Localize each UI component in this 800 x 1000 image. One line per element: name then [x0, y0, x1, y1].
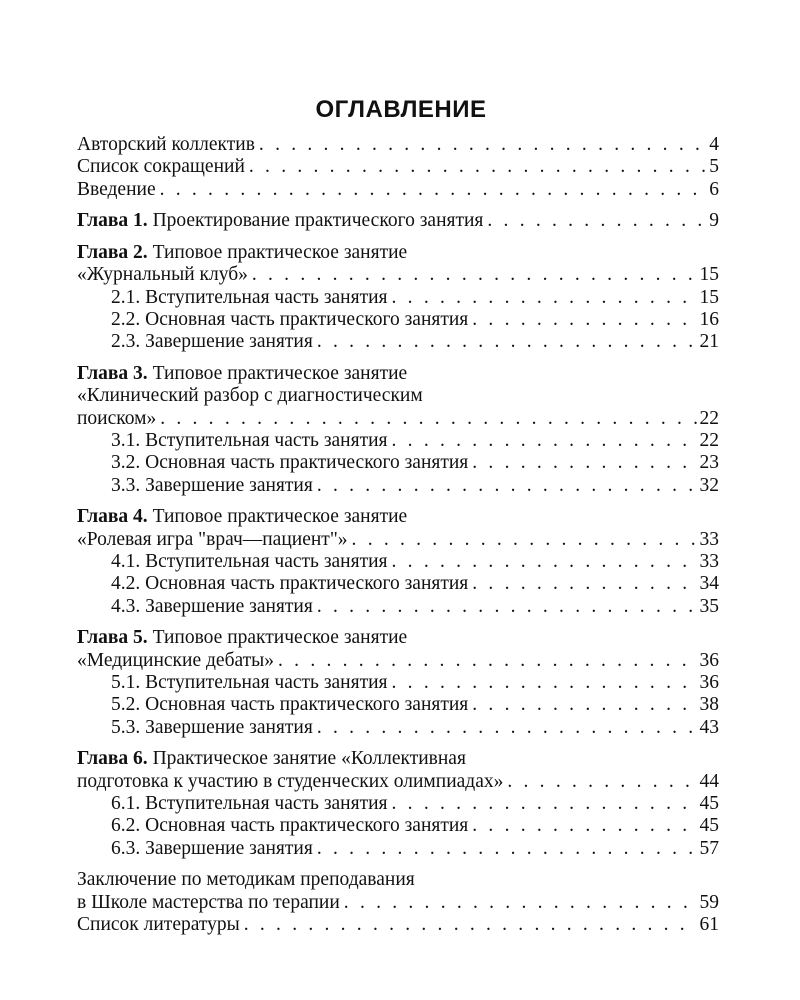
conclusion-title-cont: в Школе мастерства по терапии: [77, 891, 340, 913]
toc-page-number: 4: [709, 134, 719, 155]
toc-leader-dots: [388, 287, 697, 309]
section-title: 3.3. Завершение занятия: [111, 474, 313, 496]
toc-leader-dots: [468, 309, 696, 331]
toc-page-number: 21: [699, 331, 719, 353]
toc-leader-dots: [313, 838, 697, 860]
toc-entry-section[interactable]: [77, 475, 719, 497]
toc-entry-section[interactable]: [77, 287, 719, 309]
toc-leader-dots: [388, 551, 697, 573]
toc-entry-section[interactable]: [77, 838, 719, 860]
section-title: 5.3. Завершение занятия: [111, 716, 313, 738]
toc-page-number: 33: [699, 528, 719, 550]
toc-entry-section[interactable]: [77, 694, 719, 716]
toc-leader-dots: [313, 717, 697, 739]
chapter-title: Практическое занятие «Коллективная: [152, 748, 466, 770]
toc-page-number: 22: [699, 407, 719, 429]
section-title: 2.2. Основная часть практического занятия: [111, 309, 469, 331]
toc-leader-dots: [340, 892, 697, 914]
chapter-title-cont: «Журнальный клуб»: [77, 264, 248, 286]
conclusion-title: Заключение по методикам преподавания: [77, 869, 415, 891]
toc-entry-section[interactable]: [77, 430, 719, 452]
chapter-label: Глава 4.: [77, 506, 148, 528]
toc-front-matter: [77, 134, 719, 201]
toc-page-number: 16: [699, 309, 719, 331]
section-title: 4.3. Завершение занятия: [111, 595, 313, 617]
toc-page-number: 33: [699, 551, 719, 573]
toc-entry-section[interactable]: [77, 672, 719, 694]
toc-page-number: 6: [709, 178, 719, 200]
toc-page-number: 44: [699, 770, 719, 792]
section-title: 3.2. Основная часть практического занятия: [111, 452, 469, 474]
chapter-title: Проектирование практического занятия: [152, 210, 484, 232]
chapter-title: Типовое практическое занятие: [152, 627, 408, 649]
toc-chapter-heading[interactable]: [77, 748, 719, 770]
toc-leader-dots: [348, 529, 697, 551]
toc-entry-abbreviations[interactable]: [77, 156, 719, 178]
chapter-label: Глава 6.: [77, 748, 148, 770]
chapter-title-cont: «Ролевая игра "врач—пациент"»: [77, 528, 348, 550]
toc-entry-conclusion-heading[interactable]: [77, 869, 719, 891]
toc-chapter-4: [77, 506, 719, 617]
references-title: Список литературы: [77, 914, 240, 935]
toc-page-number: 15: [699, 264, 719, 286]
toc-page-number: 45: [699, 793, 719, 815]
toc-leader-dots: [313, 331, 697, 353]
toc-back-matter: [77, 869, 719, 936]
toc-page-number: 43: [699, 716, 719, 738]
toc-leader-dots: [468, 452, 696, 474]
toc-page-number: 38: [699, 694, 719, 716]
toc-entry-conclusion[interactable]: [77, 892, 719, 914]
toc-leader-dots: [313, 596, 697, 618]
toc-page-number: 22: [699, 430, 719, 452]
toc-leader-dots: [388, 672, 697, 694]
toc-leader-dots: [313, 475, 697, 497]
chapter-title-cont: подготовка к участию в студенческих олимпиадах»: [77, 770, 504, 792]
toc-entry-authors[interactable]: [77, 134, 719, 156]
chapter-label: Глава 2.: [77, 242, 148, 264]
toc-chapter-heading-cont[interactable]: [77, 385, 719, 407]
toc-entry-section[interactable]: [77, 309, 719, 331]
page-title: ОГЛАВЛЕНИЕ: [315, 96, 487, 123]
toc-page-number: 57: [699, 837, 719, 859]
toc-chapter-heading[interactable]: [77, 627, 719, 649]
toc-entry-section[interactable]: [77, 596, 719, 618]
toc-page-number: 32: [699, 474, 719, 496]
toc-page-number: 35: [699, 595, 719, 617]
toc-page-number: 15: [699, 286, 719, 308]
toc-page-number: 36: [699, 649, 719, 671]
toc-entry-chapter-4[interactable]: [77, 529, 719, 551]
toc-page-number: 34: [699, 573, 719, 595]
toc-entry-text: Список сокращений: [77, 156, 245, 178]
toc-leader-dots: [245, 156, 706, 178]
toc-leader-dots: [388, 430, 697, 452]
section-title: 6.2. Основная часть практического занятия: [111, 815, 469, 837]
toc-entry-text: Введение: [77, 178, 156, 200]
toc-page-number: 23: [699, 452, 719, 474]
toc-entry-references[interactable]: [77, 914, 719, 936]
toc-leader-dots: [468, 573, 696, 595]
section-title: 4.2. Основная часть практического занятия: [111, 573, 469, 595]
toc-page-number: 36: [699, 672, 719, 694]
chapter-title-cont: «Медицинские дебаты»: [77, 649, 275, 671]
toc-chapter-5: [77, 627, 719, 738]
toc-page-number: 9: [709, 210, 719, 232]
toc-chapter-6: [77, 748, 719, 859]
chapter-title-cont: поиском»: [77, 407, 157, 429]
toc-chapter-heading[interactable]: [77, 506, 719, 528]
toc-entry-introduction[interactable]: [77, 179, 719, 201]
toc-page-number: 5: [709, 156, 719, 178]
chapter-title: Типовое практическое занятие: [152, 363, 408, 385]
toc-chapter-heading[interactable]: [77, 242, 719, 264]
toc-entry-chapter-2[interactable]: [77, 264, 719, 286]
toc-entry-section[interactable]: [77, 815, 719, 837]
toc-leader-dots: [503, 771, 696, 793]
toc-leader-dots: [240, 914, 697, 936]
toc-entry-section[interactable]: [77, 717, 719, 739]
chapter-label: Глава 3.: [77, 363, 148, 385]
section-title: 5.2. Основная часть практического занятия: [111, 694, 469, 716]
toc-page-number: 45: [699, 815, 719, 837]
toc-leader-dots: [255, 134, 706, 156]
section-title: 6.3. Завершение занятия: [111, 837, 313, 859]
toc-entry-chapter-5[interactable]: [77, 650, 719, 672]
section-title: 2.3. Завершение занятия: [111, 331, 313, 353]
chapter-title: Типовое практическое занятие: [152, 242, 408, 264]
toc-chapter-3: [77, 363, 719, 497]
section-title: 2.1. Вступительная часть занятия: [111, 286, 388, 308]
chapter-label: Глава 1.: [77, 210, 148, 232]
toc-entry-section[interactable]: [77, 452, 719, 474]
chapter-title: Типовое практическое занятие: [152, 506, 408, 528]
toc-entry-text: Авторский коллектив: [77, 134, 255, 155]
toc-leader-dots: [483, 210, 706, 232]
toc-entry-section[interactable]: [77, 331, 719, 353]
chapter-label: Глава 5.: [77, 627, 148, 649]
toc-chapter-heading[interactable]: [77, 363, 719, 385]
toc-leader-dots: [156, 408, 696, 430]
toc-leader-dots: [388, 793, 697, 815]
toc-entry-chapter-3[interactable]: [77, 408, 719, 430]
toc-leader-dots: [274, 650, 696, 672]
section-title: 6.1. Вступительная часть занятия: [111, 793, 388, 815]
section-title: 4.1. Вступительная часть занятия: [111, 551, 388, 573]
toc-entry-section[interactable]: [77, 573, 719, 595]
toc-leader-dots: [156, 179, 707, 201]
toc-entry-section[interactable]: [77, 551, 719, 573]
toc-leader-dots: [248, 264, 697, 286]
table-of-contents: [77, 96, 719, 936]
toc-entry-chapter-1[interactable]: [77, 210, 719, 232]
toc-chapter-1: [77, 210, 719, 232]
chapter-title-cont: «Клинический разбор с диагностическим: [77, 385, 423, 407]
section-title: 3.1. Вступительная часть занятия: [111, 430, 388, 452]
toc-leader-dots: [468, 694, 696, 716]
toc-page-number: 61: [699, 914, 719, 935]
toc-chapter-2: [77, 242, 719, 353]
toc-entry-section[interactable]: [77, 793, 719, 815]
toc-page-number: 59: [699, 891, 719, 913]
section-title: 5.1. Вступительная часть занятия: [111, 672, 388, 694]
toc-leader-dots: [468, 815, 696, 837]
toc-entry-chapter-6[interactable]: [77, 771, 719, 793]
